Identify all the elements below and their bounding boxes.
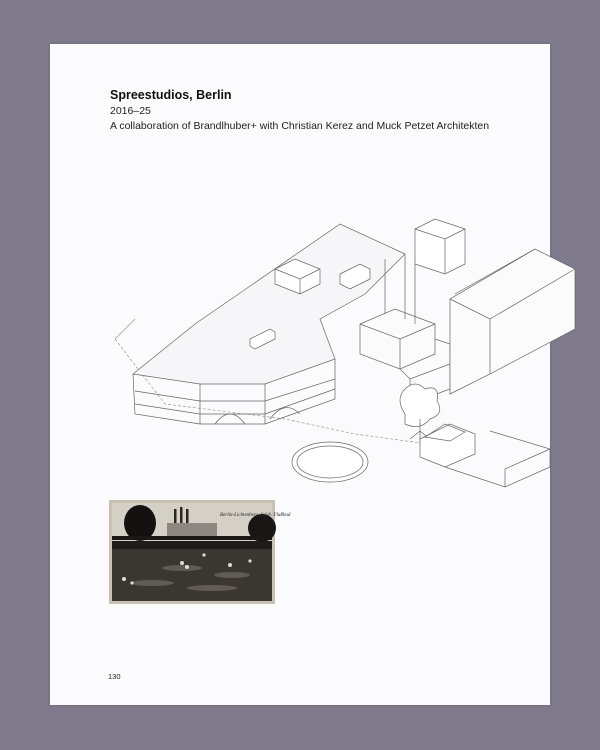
project-years: 2016–25 [110,105,151,117]
historic-bathing-photo [109,500,291,604]
axonometric-building-drawing [105,169,525,469]
book-page [50,44,550,705]
svg-text:Berlin-Lichtenberg, Städt. Flu: Berlin-Lichtenberg, Städt. Flußbad [220,513,291,518]
page-title: Spreestudios, Berlin [110,88,232,102]
page-number: 130 [108,672,121,681]
project-subtitle: A collaboration of Brandlhuber+ with Christian Kerez and Muck Petzet Architekten [110,120,490,132]
